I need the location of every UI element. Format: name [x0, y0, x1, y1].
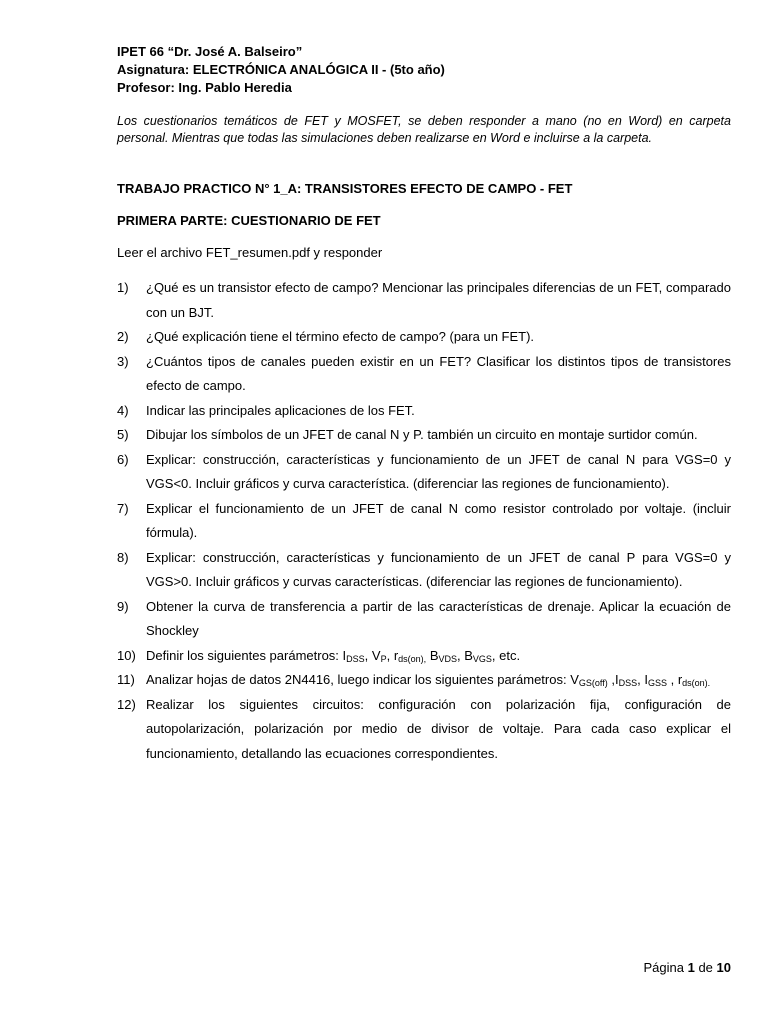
- question-item: [117, 546, 731, 595]
- question-text: Dibujar los símbolos de un JFET de canal N y P. también un circuito en montaje surtidor común.: [146, 427, 698, 442]
- question-item: [117, 693, 731, 767]
- question-number: 8): [117, 549, 129, 565]
- school-name: IPET 66 “Dr. José A. Balseiro”: [117, 44, 303, 59]
- separator: ,: [457, 647, 465, 663]
- param-vgs-off: V: [570, 672, 579, 687]
- question-item: [117, 276, 731, 325]
- param-idss: I: [342, 647, 347, 663]
- param-idss-subscript: DSS: [618, 678, 638, 688]
- subject-line: Asignatura: ELECTRÓNICA ANALÓGICA II - (5to año): [117, 62, 445, 77]
- question-number: 9): [117, 598, 129, 614]
- question-text: ¿Qué explicación tiene el término efecto de campo? (para un FET).: [146, 329, 535, 344]
- q11-prefix: Analizar hojas de datos 2N4416, luego indicar los siguientes parámetros:: [146, 672, 571, 687]
- param-rds-on: r: [677, 672, 683, 687]
- page-counter: [644, 960, 731, 975]
- question-text: Explicar el funcionamiento de un JFET de canal N como resistor controlado por voltaje. (incluir fórmula).: [146, 500, 731, 540]
- param-bvds: B: [429, 647, 439, 663]
- current-page: 1: [687, 960, 695, 975]
- question-item: [117, 668, 731, 693]
- question-number: 3): [117, 353, 129, 369]
- question-item: [117, 350, 731, 399]
- question-number: 4): [117, 402, 129, 418]
- param-bvgs: B: [464, 647, 473, 663]
- question-text: [146, 644, 731, 669]
- document-header: [117, 43, 445, 97]
- question-text: Obtener la curva de transferencia a partir de las características de drenaje. Aplicar la ecuación de Shockley: [146, 598, 731, 638]
- section-title: PRIMERA PARTE: CUESTIONARIO DE FET: [117, 213, 381, 228]
- page-prefix: Página: [643, 960, 688, 975]
- question-item: [117, 448, 731, 497]
- q10-prefix: Definir los siguientes parámetros:: [146, 647, 343, 663]
- question-number: 5): [117, 427, 129, 442]
- param-igss-subscript: GSS: [647, 678, 667, 688]
- question-number: 10): [117, 647, 136, 663]
- separator: ,: [666, 672, 678, 687]
- intro-paragraph: Los cuestionarios temáticos de FET y MOSFET, se deben responder a mano (no en Word) en carpeta personal. Mientras que todas las simulaciones deben realizarse en Word e incluirse a la carpeta.: [117, 114, 731, 145]
- separator: ,: [386, 647, 394, 663]
- question-number: 11): [117, 672, 135, 687]
- param-vp-subscript: P: [380, 653, 387, 664]
- q10-suffix: , etc.: [491, 647, 521, 663]
- question-text: Explicar: construcción, características y funcionamiento de un JFET de canal P para VGS=0 y VGS>0. Incluir gráficos y curvas características. (diferenciar las regiones de funcionamiento).: [146, 549, 731, 589]
- param-bvds-subscript: VDS: [438, 653, 457, 664]
- param-bvgs-subscript: VGS: [472, 653, 492, 664]
- total-pages: 10: [716, 960, 731, 975]
- question-text: ¿Qué es un transistor efecto de campo? Mencionar las principales diferencias de un FET, comparado con un BJT.: [146, 280, 731, 320]
- param-rds-on-subscript: ds(on),: [398, 653, 427, 664]
- question-item: [117, 497, 731, 546]
- question-number: 7): [117, 500, 129, 516]
- question-text: Indicar las principales aplicaciones de los FET.: [146, 402, 415, 418]
- question-text: [146, 668, 731, 693]
- separator: ,: [364, 647, 372, 663]
- param-vgs-off-subscript: GS(off): [578, 678, 608, 688]
- question-text: Explicar: construcción, características y funcionamiento de un JFET de canal N para VGS=0 y VGS<0. Incluir gráficos y curva característica. (diferenciar las regiones de funcionamiento).: [146, 451, 731, 491]
- page-mid: de: [694, 960, 717, 975]
- question-item: [117, 644, 731, 669]
- question-item: [117, 595, 731, 644]
- question-item: [117, 325, 731, 350]
- separator: ,: [637, 672, 645, 687]
- question-text: ¿Cuántos tipos de canales pueden existir en un FET? Clasificar los distintos tipos de transistores efecto de campo.: [146, 353, 731, 393]
- param-idss: I: [614, 672, 619, 687]
- instruction-line: Leer el archivo FET_resumen.pdf y responder: [117, 245, 383, 260]
- question-list: [117, 276, 731, 766]
- param-rds-on-subscript: ds(on).: [682, 678, 711, 688]
- question-number: 2): [117, 329, 129, 344]
- separator: ,: [607, 672, 615, 687]
- question-number: 6): [117, 451, 129, 467]
- question-item: [117, 423, 731, 448]
- param-idss-subscript: DSS: [346, 653, 365, 664]
- param-rds-on: r: [393, 647, 399, 663]
- param-vp: V: [371, 647, 381, 663]
- assignment-title: TRABAJO PRACTICO N° 1_A: TRANSISTORES EFECTO DE CAMPO - FET: [117, 181, 573, 196]
- teacher-line: Profesor: Ing. Pablo Heredia: [117, 80, 292, 95]
- question-number: 12): [117, 696, 136, 712]
- question-text: Realizar los siguientes circuitos: configuración con polarización fija, configuración de autopolarización, polarización por medio de divisor de voltaje. Para cada caso explicar el funcionamiento, detallando las ecuaciones correspondientes.: [146, 696, 731, 761]
- param-igss: I: [644, 672, 648, 687]
- question-number: 1): [117, 280, 129, 295]
- question-item: [117, 399, 731, 424]
